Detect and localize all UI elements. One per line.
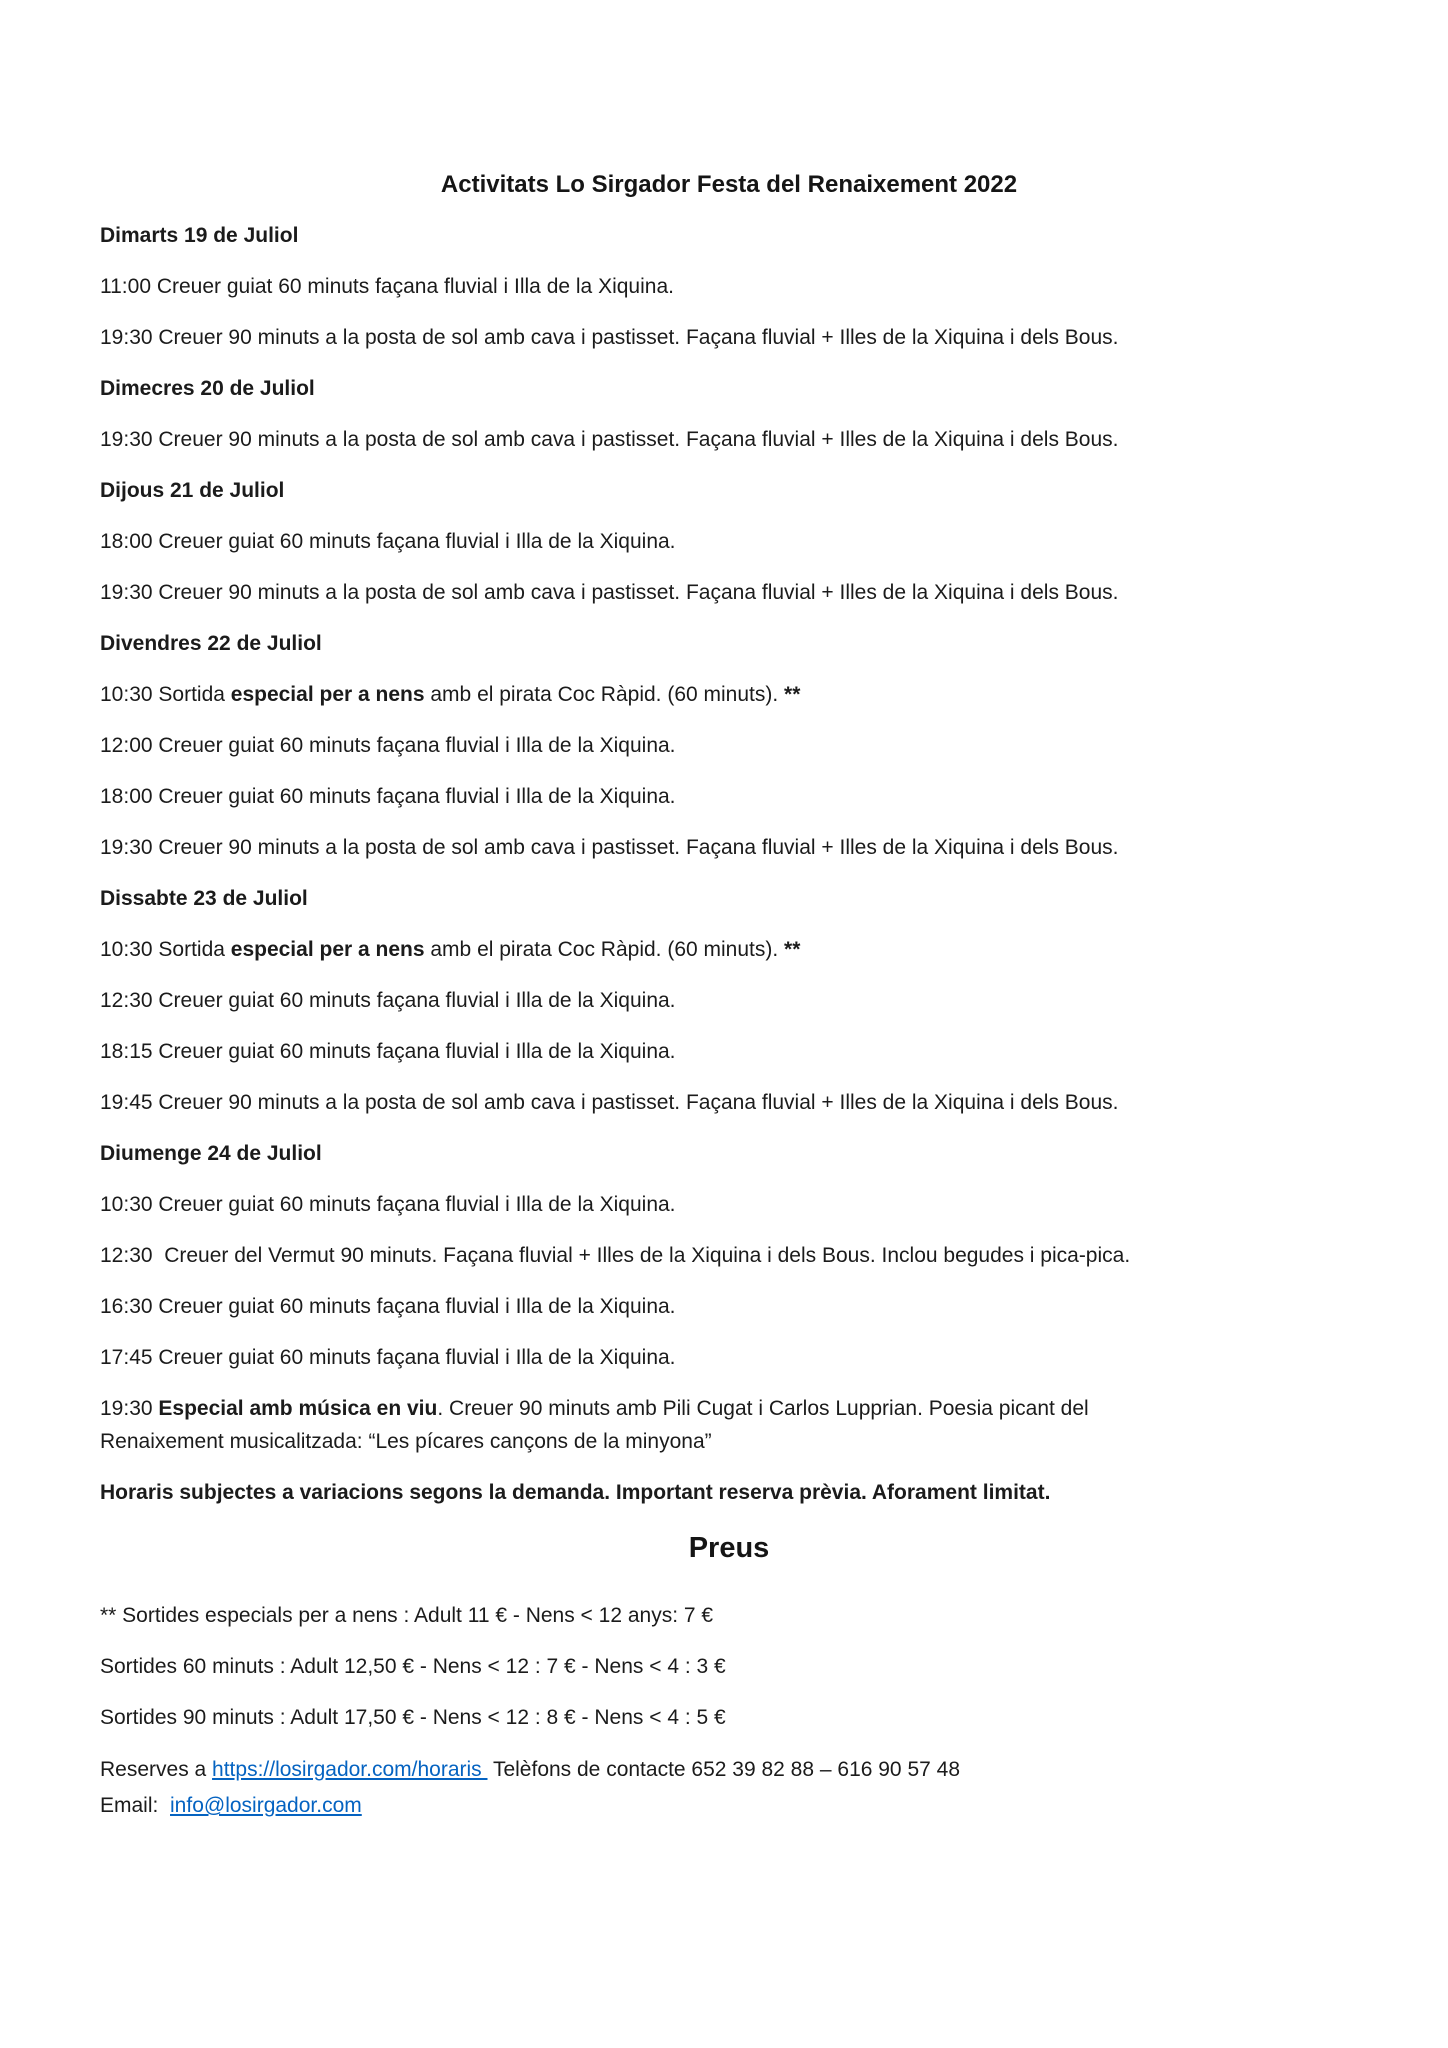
text-run: 12:30 Creuer del Vermut 90 minuts. Façana fluvial + Illes de la Xiquina i dels Bous. Inclou begudes i pica-pica. bbox=[100, 1244, 1131, 1267]
hyperlink[interactable]: https://losirgador.com/horaris bbox=[212, 1758, 488, 1781]
event-line bbox=[100, 831, 1358, 864]
text-run: 19:30 Creuer 90 minuts a la posta de sol amb cava i pastisset. Façana fluvial + Illes de la Xiquina i dels Bous. bbox=[100, 428, 1119, 451]
text-run: 12:30 Creuer guiat 60 minuts façana fluvial i Illa de la Xiquina. bbox=[100, 989, 676, 1012]
event-line bbox=[100, 729, 1358, 762]
day-heading: Dimarts 19 de Juliol bbox=[100, 224, 299, 247]
page-title: Activitats Lo Sirgador Festa del Renaixement 2022 bbox=[440, 171, 1018, 198]
price-line: Sortides 90 minuts : Adult 17,50 € - Nens < 12 : 8 € - Nens < 4 : 5 € bbox=[100, 1706, 726, 1729]
text-run: 10:30 Sortida bbox=[100, 683, 231, 706]
hyperlink[interactable]: info@losirgador.com bbox=[170, 1794, 362, 1817]
text-run: ** bbox=[784, 938, 801, 961]
text-run: . Creuer 90 minuts amb Pili Cugat i Carlos Lupprian. Poesia picant del bbox=[437, 1397, 1089, 1420]
day-heading: Dimecres 20 de Juliol bbox=[100, 377, 315, 400]
text-run: amb el pirata Coc Ràpid. (60 minuts). bbox=[424, 938, 785, 961]
prices-heading: Preus bbox=[688, 1532, 770, 1564]
day-heading: Dissabte 23 de Juliol bbox=[100, 887, 308, 910]
text-run: 10:30 Sortida bbox=[100, 938, 231, 961]
price-line: Sortides 60 minuts : Adult 12,50 € - Nens < 12 : 7 € - Nens < 4 : 3 € bbox=[100, 1655, 726, 1678]
text-run: 19:45 Creuer 90 minuts a la posta de sol amb cava i pastisset. Façana fluvial + Illes de la Xiquina i dels Bous. bbox=[100, 1091, 1119, 1114]
event-line bbox=[100, 1392, 1358, 1458]
text-run: 19:30 Creuer 90 minuts a la posta de sol amb cava i pastisset. Façana fluvial + Illes de la Xiquina i dels Bous. bbox=[100, 326, 1119, 349]
text-run: Reserves a bbox=[100, 1758, 213, 1781]
event-line bbox=[100, 678, 1358, 711]
text-run: 19:30 Creuer 90 minuts a la posta de sol amb cava i pastisset. Façana fluvial + Illes de la Xiquina i dels Bous. bbox=[100, 581, 1119, 604]
text-run: 11:00 Creuer guiat 60 minuts façana fluvial i Illa de la Xiquina. bbox=[100, 275, 674, 298]
text-run: Especial amb música en viu bbox=[158, 1397, 438, 1420]
text-run: 10:30 Creuer guiat 60 minuts façana fluvial i Illa de la Xiquina. bbox=[100, 1193, 676, 1216]
schedule bbox=[100, 219, 1358, 1458]
text-run: Email: bbox=[100, 1794, 171, 1817]
event-line bbox=[100, 1341, 1358, 1374]
text-run: 18:00 Creuer guiat 60 minuts façana fluvial i Illa de la Xiquina. bbox=[100, 530, 676, 553]
notice: Horaris subjectes a variacions segons la demanda. Important reserva prèvia. Aforament limitat. bbox=[100, 1481, 1051, 1504]
event-line bbox=[100, 270, 1358, 303]
day-heading: Dijous 21 de Juliol bbox=[100, 479, 285, 502]
event-line bbox=[100, 780, 1358, 813]
text-run: 16:30 Creuer guiat 60 minuts façana fluvial i Illa de la Xiquina. bbox=[100, 1295, 676, 1318]
event-line bbox=[100, 933, 1358, 966]
event-line bbox=[100, 525, 1358, 558]
event-line bbox=[100, 1239, 1358, 1272]
day-heading: Diumenge 24 de Juliol bbox=[100, 1142, 322, 1165]
day-heading: Divendres 22 de Juliol bbox=[100, 632, 322, 655]
text-run: Renaixement musicalitzada: “Les pícares cançons de la minyona” bbox=[100, 1430, 712, 1453]
event-line bbox=[100, 321, 1358, 354]
event-line bbox=[100, 576, 1358, 609]
text-run: ** bbox=[784, 683, 801, 706]
price-lines bbox=[100, 1599, 1358, 1734]
text-run: 18:00 Creuer guiat 60 minuts façana fluvial i Illa de la Xiquina. bbox=[100, 785, 676, 808]
event-line bbox=[100, 1035, 1358, 1068]
text-run: especial per a nens bbox=[230, 938, 425, 961]
text-run: 12:00 Creuer guiat 60 minuts façana fluvial i Illa de la Xiquina. bbox=[100, 734, 676, 757]
contact-block bbox=[100, 1752, 1358, 1824]
text-run: 19:30 bbox=[100, 1397, 159, 1420]
event-line bbox=[100, 984, 1358, 1017]
text-run: especial per a nens bbox=[230, 683, 425, 706]
event-line bbox=[100, 423, 1358, 456]
event-line bbox=[100, 1188, 1358, 1221]
text-run: 17:45 Creuer guiat 60 minuts façana fluvial i Illa de la Xiquina. bbox=[100, 1346, 676, 1369]
price-line: ** Sortides especials per a nens : Adult 11 € - Nens < 12 anys: 7 € bbox=[100, 1604, 714, 1627]
event-line bbox=[100, 1290, 1358, 1323]
event-line bbox=[100, 1086, 1358, 1119]
text-run: 19:30 Creuer 90 minuts a la posta de sol amb cava i pastisset. Façana fluvial + Illes de la Xiquina i dels Bous. bbox=[100, 836, 1119, 859]
text-run: 18:15 Creuer guiat 60 minuts façana fluvial i Illa de la Xiquina. bbox=[100, 1040, 676, 1063]
text-run: Telèfons de contacte 652 39 82 88 – 616 90 57 48 bbox=[487, 1758, 960, 1781]
text-run: amb el pirata Coc Ràpid. (60 minuts). bbox=[424, 683, 785, 706]
